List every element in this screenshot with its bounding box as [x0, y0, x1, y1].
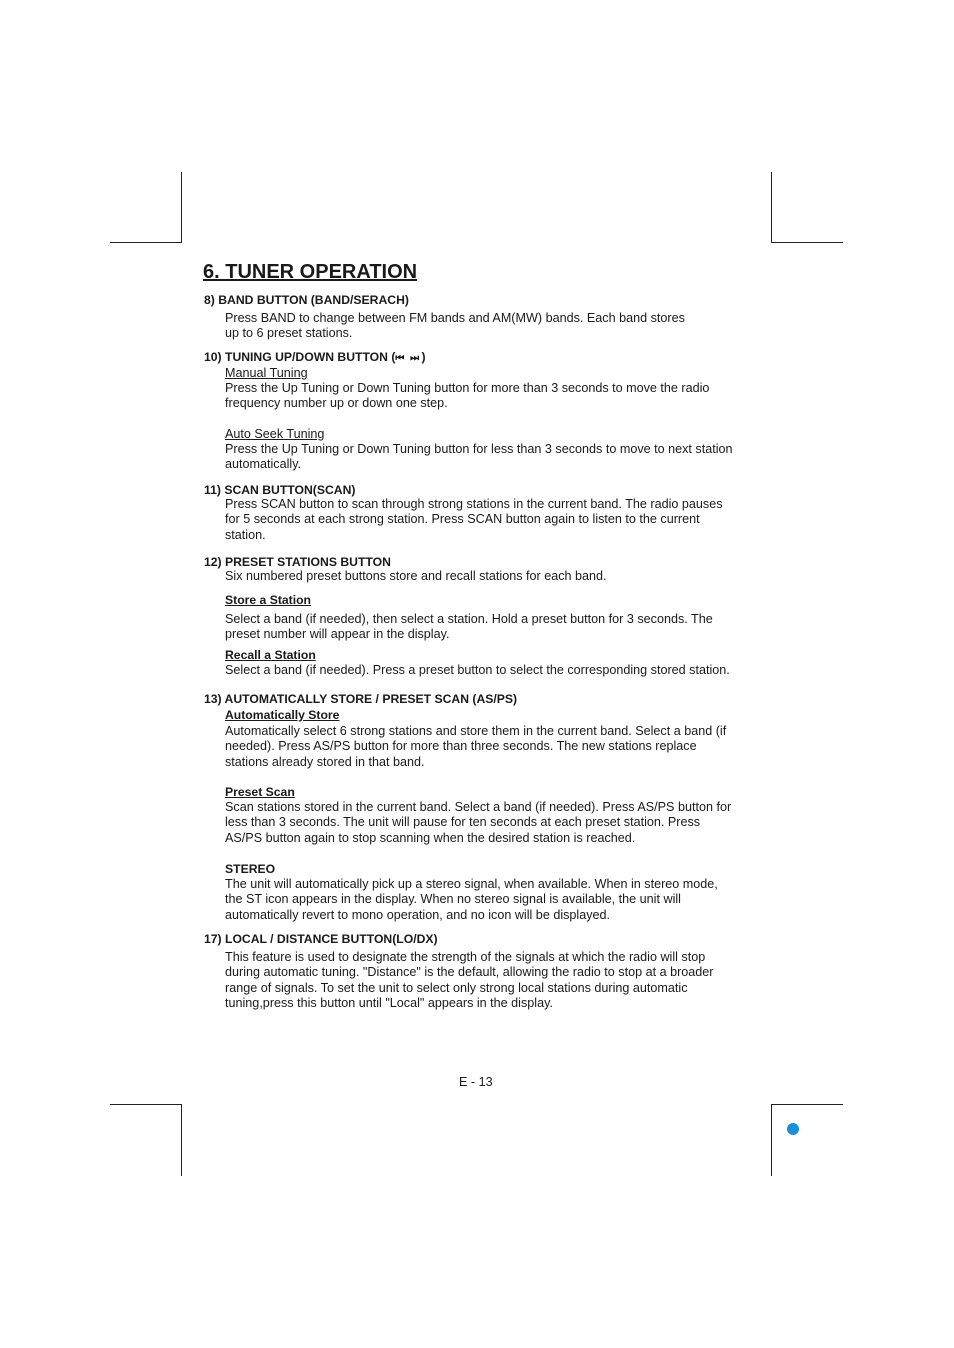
auto-store-label: Automatically Store — [225, 708, 340, 722]
asps-heading: 13) AUTOMATICALLY STORE / PRESET SCAN (AS/PS) — [204, 692, 518, 706]
tuning-button-heading — [204, 349, 426, 367]
store-station-label: Store a Station — [225, 593, 312, 607]
store-station-text: Select a band (if needed), then select a station. Hold a preset button for 3 seconds. The preset number will appear in the display. — [225, 612, 713, 642]
crop-mark-top-right-vertical — [771, 172, 772, 243]
recall-station-text: Select a band (if needed). Press a preset button to select the corresponding stored station. — [225, 663, 730, 677]
auto-seek-text: Press the Up Tuning or Down Tuning button for less than 3 seconds to move to next station automatically. — [225, 442, 733, 472]
crop-mark-top-right-horizontal — [771, 242, 843, 243]
auto-store-text: Automatically select 6 strong stations and store them in the current band. Select a band (if needed). Press AS/PS button for more than three seconds. The new stations replace stations already stored in that band. — [225, 724, 727, 769]
stereo-label: STEREO — [225, 862, 276, 876]
auto-seek-label: Auto Seek Tuning — [225, 427, 325, 441]
band-button-heading: 8) BAND BUTTON (BAND/SERACH) — [204, 293, 409, 307]
tuning-heading-suffix: ) — [418, 350, 426, 364]
crop-mark-bottom-right-horizontal — [771, 1104, 843, 1105]
crop-mark-bottom-right-vertical — [771, 1104, 772, 1176]
crop-mark-top-left-vertical — [181, 172, 182, 243]
band-button-text: Press BAND to change between FM bands and AM(MW) bands. Each band stores up to 6 preset stations. — [225, 311, 685, 341]
skip-previous-icon: ⏮ — [395, 353, 404, 364]
page-number: E - 13 — [459, 1075, 493, 1089]
preset-stations-heading: 12) PRESET STATIONS BUTTON — [204, 555, 391, 569]
local-distance-heading: 17) LOCAL / DISTANCE BUTTON(LO/DX) — [204, 932, 438, 946]
preset-stations-text: Six numbered preset buttons store and recall stations for each band. — [225, 569, 607, 583]
recall-station-label: Recall a Station — [225, 648, 316, 662]
crop-mark-bottom-left-horizontal — [110, 1104, 182, 1105]
manual-tuning-label: Manual Tuning — [225, 366, 308, 380]
crop-mark-bottom-left-vertical — [181, 1104, 182, 1176]
preset-scan-text: Scan stations stored in the current band. Select a band (if needed). Press AS/PS button for less than 3 seconds. The unit will pause for ten seconds at each preset station. Press AS/PS button again to stop scanning when the desired station is reached. — [225, 800, 732, 845]
tuning-heading-prefix: 10) TUNING UP/DOWN BUTTON ( — [204, 350, 396, 364]
scan-button-text: Press SCAN button to scan through strong stations in the current band. The radio pauses for 5 seconds at each strong station. Press SCAN button again to listen to the current station. — [225, 497, 723, 542]
local-distance-text: This feature is used to designate the strength of the signals at which the radio will stop during automatic tuning. "Distance" is the default, allowing the radio to stop at a broader range of signals. To set the unit to select only strong local stations during automatic tuning,press this button until "Local" appears in the display. — [225, 950, 714, 1011]
scan-button-heading: 11) SCAN BUTTON(SCAN) — [204, 483, 356, 497]
skip-next-icon: ⏭ — [410, 353, 419, 364]
manual-tuning-text: Press the Up Tuning or Down Tuning button for more than 3 seconds to move the radio frequency number up or down one step. — [225, 381, 710, 411]
preset-scan-label: Preset Scan — [225, 785, 295, 799]
registration-dot — [787, 1123, 799, 1135]
stereo-text: The unit will automatically pick up a stereo signal, when available. When in stereo mode, the ST icon appears in the display. When no stereo signal is available, the unit will automatically revert to mono operation, and no icon will be displayed. — [225, 877, 718, 922]
page-title: 6. TUNER OPERATION — [203, 261, 418, 283]
crop-mark-top-left-horizontal — [110, 242, 182, 243]
